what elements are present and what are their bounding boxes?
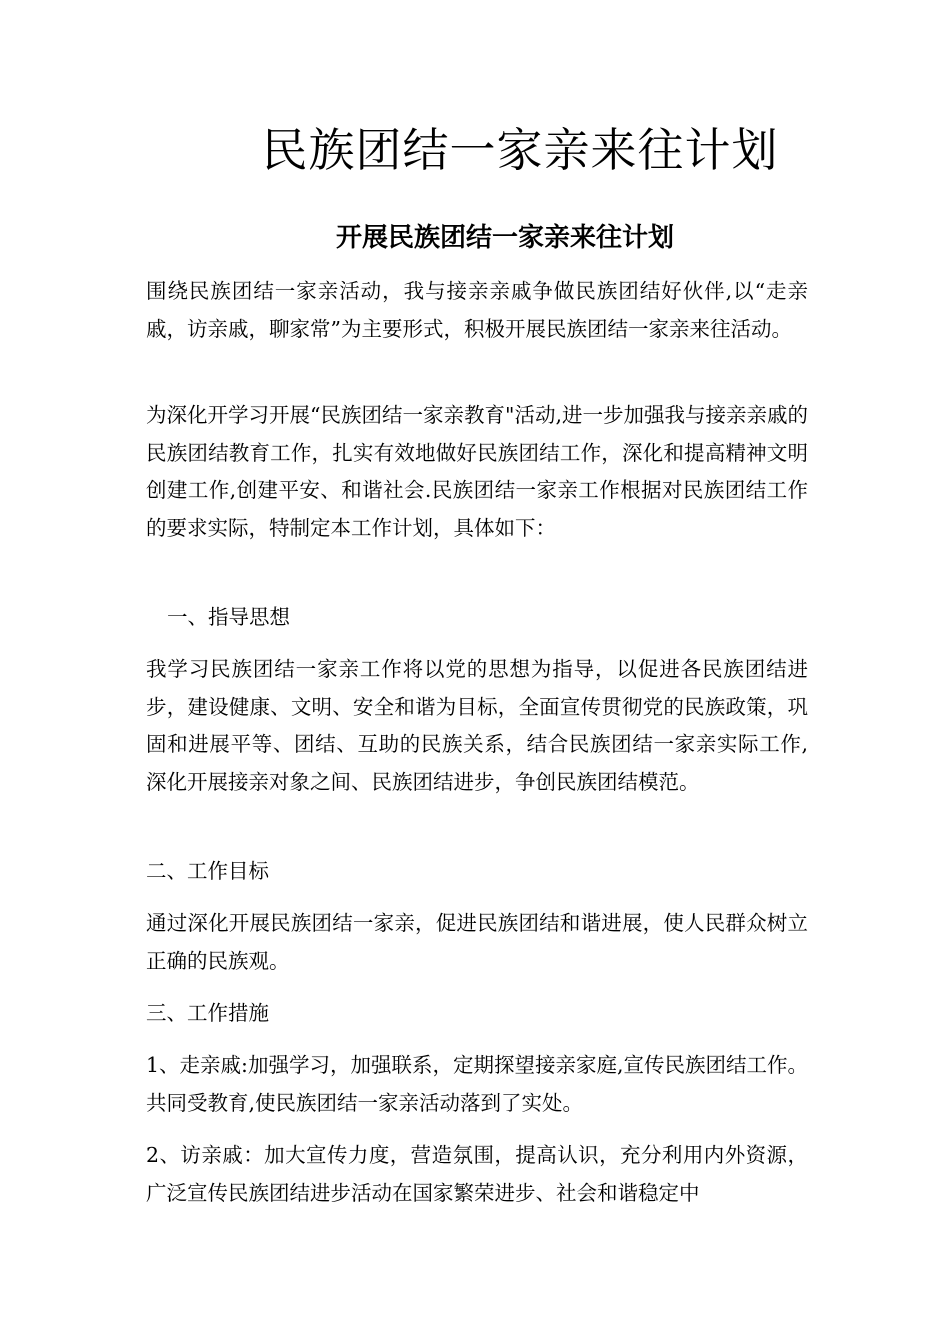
measure-item-1: 1、走亲戚:加强学习，加强联系，定期探望接亲家庭,宣传民族团结工作。共同受教育,使民族团结一家亲活动落到了实处。: [146, 1053, 808, 1115]
document-subtitle: 开展民族团结一家亲来往计划: [335, 223, 674, 253]
document-title: 民族团结一家亲来往计划: [261, 123, 779, 177]
intro-paragraph-2: 为深化开学习开展“民族团结一家亲教育"活动,进一步加强我与接亲亲戚的民族团结教育工作，扎实有效地做好民族团结工作，深化和提高精神文明创建工作,创建平安、和谐社会.民族团结一家亲工作根据对民族团结工作的要求实际，特制定本工作计划，具体如下：: [146, 403, 808, 540]
intro-paragraph-1: 围绕民族团结一家亲活动，我与接亲亲戚争做民族团结好伙伴,以“走亲戚，访亲戚，聊家常”为主要形式，积极开展民族团结一家亲来往活动。: [146, 279, 808, 341]
measure-item-2: 2、访亲戚：加大宣传力度，营造氛围，提高认识，充分利用内外资源，广泛宣传民族团结进步活动在国家繁荣进步、社会和谐稳定中: [146, 1143, 808, 1205]
section-paragraph-work-goals: 通过深化开展民族团结一家亲，促进民族团结和谐进展，使人民群众树立正确的民族观。: [146, 911, 808, 973]
section-heading-work-measures: 三、工作措施: [146, 1001, 269, 1025]
section-heading-guiding-thought: 一、指导思想: [167, 605, 290, 629]
section-paragraph-guiding-thought: 我学习民族团结一家亲工作将以党的思想为指导，以促进各民族团结进步，建设健康、文明、安全和谐为目标，全面宣传贯彻党的民族政策，巩固和进展平等、团结、互助的民族关系，结合民族团结一家亲实际工作,深化开展接亲对象之间、民族团结进步，争创民族团结模范。: [146, 657, 808, 794]
section-heading-work-goals: 二、工作目标: [146, 859, 269, 883]
